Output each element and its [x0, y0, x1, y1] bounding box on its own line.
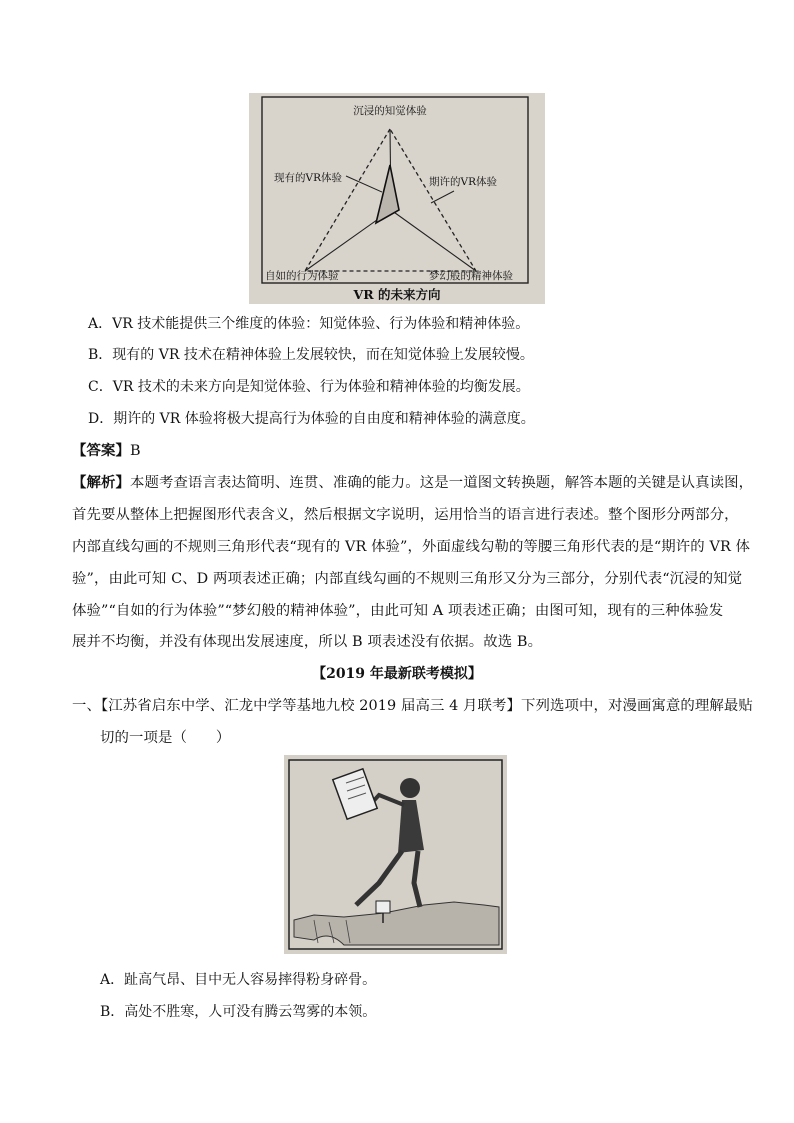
- answer-bracket: 【答案】: [72, 442, 130, 459]
- vr-diagram-figure: [249, 93, 545, 304]
- analysis-line-1: 【解析】本题考查语言表达简明、连贯、准确的能力。这是一道图文转换题，解答本题的关键是认真读图，: [72, 474, 754, 491]
- answer-value: B: [129, 443, 141, 459]
- analysis-line-2: 首先要从整体上把握图形代表含义，然后根据文字说明，运用恰当的语言进行表述。整个图形分两部分，: [72, 507, 739, 523]
- diagram-caption: VR 的未来方向: [353, 287, 441, 302]
- analysis-bracket: 【解析】: [72, 474, 130, 491]
- analysis-line-6: 展并不均衡，并没有体现出发展速度，所以 B 项表述没有依据。故选 B。: [72, 634, 543, 650]
- label-behavior: 自如的行为体验: [265, 270, 339, 282]
- sign-post: [376, 901, 390, 913]
- q2-option-a: A．趾高气昂、目中无人容易摔得粉身碎骨。: [100, 972, 377, 988]
- section-title: 【2019 年最新联考模拟】: [312, 666, 482, 682]
- label-immersive: 沉浸的知觉体验: [353, 105, 427, 117]
- analysis-line-3: 内部直线勾画的不规则三角形代表“现有的 VR 体验”，外面虚线勾勒的等腰三角形代表的是“期许的 VR 体: [72, 539, 751, 555]
- label-current-vr: 现有的VR体验: [274, 172, 342, 184]
- q2-option-b: B．高处不胜寒，人可没有腾云驾雾的本领。: [100, 1004, 377, 1020]
- person-head: [400, 778, 420, 798]
- question2-line1: 一、【江苏省启东中学、汇龙中学等基地九校 2019 届高三 4 月联考】下列选项中，对漫画寓意的理解最贴: [72, 698, 753, 714]
- label-expected-vr: 期许的VR体验: [429, 176, 497, 188]
- question2-line2: 切的一项是（ ）: [100, 730, 231, 746]
- vr-diagram-svg: [249, 93, 545, 304]
- comic-figure: [284, 755, 507, 954]
- analysis-line-4: 验”，由此可知 C、D 两项表述正确；内部直线勾画的不规则三角形又分为三部分，分别代表“沉浸的知觉: [72, 571, 743, 587]
- comic-svg: [284, 755, 507, 954]
- option-d: D．期许的 VR 体验将极大提高行为体验的自由度和精神体验的满意度。: [88, 411, 535, 427]
- option-a: A．VR 技术能提供三个维度的体验：知觉体验、行为体验和精神体验。: [88, 316, 530, 332]
- analysis-line-5: 体验”“自如的行为体验”“梦幻般的精神体验”，由此可知 A 项表述正确；由图可知，现有的三种体验发: [72, 603, 724, 619]
- option-b: B．现有的 VR 技术在精神体验上发展较快，而在知觉体验上发展较慢。: [88, 347, 534, 363]
- answer-line: [72, 441, 141, 461]
- label-spiritual: 梦幻般的精神体验: [429, 270, 513, 282]
- option-c: C．VR 技术的未来方向是知觉体验、行为体验和精神体验的均衡发展。: [88, 379, 530, 395]
